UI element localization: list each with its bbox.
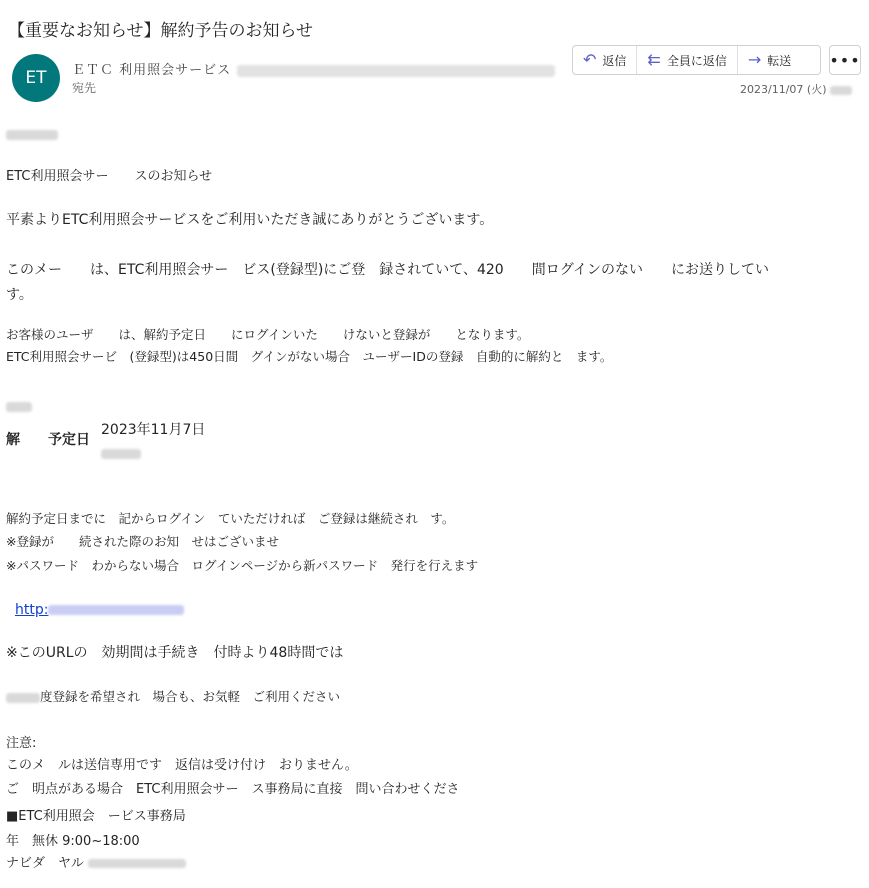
reply-all-icon: ⇇: [647, 50, 661, 69]
avatar-initials: ET: [25, 68, 47, 88]
paragraph-2-line-1: お客様のユーザ は、解約予定日 にログインいた けないと登録が となります。: [6, 327, 530, 342]
url-validity-note: ※このURLの 効期間は手続き 付時より48時間では: [6, 645, 344, 661]
paragraph-3-line-3: ※パスワード わからない場合 ログインページから新パスワード 発行を行えます: [6, 558, 479, 573]
time-redacted: [830, 86, 852, 95]
recipient-label: 宛先: [72, 81, 97, 95]
cancel-date-sub-redacted: [101, 443, 141, 462]
reply-icon: ↶: [583, 50, 597, 69]
reset-link[interactable]: http:: [15, 602, 184, 618]
email-subject: 【重要なお知らせ】解約予告のお知らせ: [8, 21, 313, 41]
sender-name: ＥＴＣ 利用照会サービス: [72, 63, 232, 78]
paragraph-2-line-2: ETC利用照会サービ (登録型)は450日間 グインがない場合 ユーザーIDの登録 自動的に解約と ます。: [6, 349, 613, 364]
office-name: ■ETC利用照会 ービス事務局: [6, 809, 186, 824]
note-line-1: このメ ルは送信専用です 返信は受け付け おりません。: [6, 758, 358, 773]
forward-button[interactable]: → 転送: [747, 50, 792, 69]
reply-button[interactable]: ↶ 返信: [573, 46, 637, 74]
more-icon: •••: [829, 50, 861, 70]
paragraph-1-line-1: このメー は、ETC利用照会サー ビス(登録型)にご登 録されていて、420 間ログインのない にお送りしてい: [6, 262, 770, 278]
office-hours: 年 無休 9:00~18:00: [6, 834, 140, 849]
note-line-2: ご 明点がある場合 ETC利用照会サー ス事務局に直接 問い合わせくださ: [6, 782, 460, 797]
separator-redacted: [6, 396, 32, 415]
message-actions: [572, 45, 821, 75]
notice-title: ETC利用照会サー スのお知らせ: [6, 169, 213, 184]
cancel-date-label: 解 予定日: [6, 432, 90, 448]
reply-all-button[interactable]: ⇇ 全員に返信: [637, 46, 737, 74]
reregister-note: 度登録を希望され 場合も、お気軽 ご利用ください: [6, 687, 340, 705]
reset-link-line: [15, 602, 184, 618]
note-header: 注意:: [6, 736, 37, 751]
navi-dial-line: ナビダ ヤル: [6, 852, 186, 871]
cancel-date-value: 2023年11月7日: [101, 422, 206, 438]
sender-avatar[interactable]: [12, 54, 60, 102]
forward-icon: →: [747, 50, 762, 69]
sender-line[interactable]: [72, 59, 555, 78]
sender-address-redacted: [237, 65, 555, 77]
paragraph-3-line-2: ※登録が 続された際のお知 せはございませ: [6, 534, 279, 549]
more-actions-button[interactable]: [829, 45, 861, 75]
paragraph-1-line-2: す。: [6, 287, 33, 303]
recipient-greeting-redacted: [6, 124, 58, 143]
email-date: 2023/11/07 (火): [740, 81, 852, 97]
greeting-text: 平素よりETC利用照会サービスをご利用いただき誠にありがとうございます。: [6, 212, 494, 228]
paragraph-3-line-1: 解約予定日までに 記からログイン ていただければ ご登録は継続され す。: [6, 511, 455, 526]
